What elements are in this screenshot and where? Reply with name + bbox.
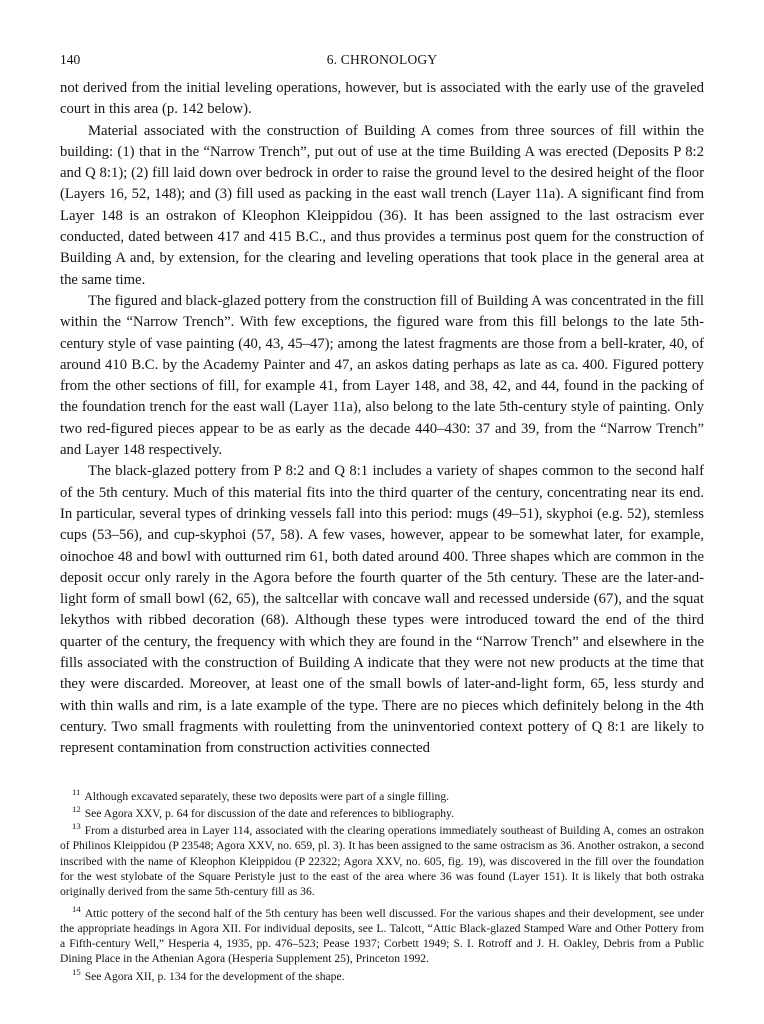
- footnote-12: [60, 803, 704, 821]
- footnote-text: See Agora XXV, p. 64 for discussion of the date and references to bibliography.: [84, 806, 454, 820]
- footnote-text: Although excavated separately, these two deposits were part of a single filling.: [84, 789, 450, 803]
- footnote-number: 12: [72, 803, 81, 814]
- page-header: [60, 52, 704, 78]
- footnote-text: From a disturbed area in Layer 114, associated with the clearing operations immediately southeast of Building A, comes an ostrakon of Philinos Kleippidou (P 23548; Agora XXV, no. 659, pl. 3). It has been assigned to the same ostracism as 36. Another ostrakon, a second inscribed with the name of Kleophon Kleippidou (P 22322; Agora XXV, no. 605, fig. 19), was discovered in the fill over the foundation for the west stylobate of the Square Peristyle just to the east of the area where 36 was found (Layer 151). It is likely that both ostraka originally derived from the same 5th-century fill as 36.: [60, 824, 704, 899]
- footnote-13: [60, 823, 704, 899]
- running-head: 6. CHRONOLOGY: [326, 52, 438, 67]
- footnote-text: Attic pottery of the second half of the 5th century has been well discussed. For the various shapes and their development, see under the appropriate headings in Agora XII. For individual deposits, see L. Talcott, “Attic Black-glazed Stamped Ware and Other Pottery from a Fifth-century Well,” Hesperia 4, 1935, pp. 476–523; Pease 1937; Corbett 1949; S. I. Rotroff and J. H. Oakley, Debris from a Public Dining Place in the Athenian Agora (Hesperia Supplement 25), Princeton 1992.: [60, 906, 704, 966]
- paragraph-3: The figured and black-glazed pottery from the construction fill of Building A was concentrated in the fill within the “Narrow Trench”. With few exceptions, the figured ware from this fill belongs to the late 5th-century style of vase painting (40, 43, 45–47); among the latest fragments are those from a bell-krater, 40, of around 410 B.C. by the Academy Painter and 47, an askos dating perhaps as late as ca. 400. Figured pottery from the other sections of fill, for example 41, from Layer 148, and 38, 42, and 44, found in the packing of the foundation trench for the east wall (Layer 11a), also belong to the late 5th-century style of painting. Only two red-figured pieces appear to be as early as the decade 440–430: 37 and 39, from the “Narrow Trench” and Layer 148 respectively.: [60, 292, 704, 459]
- paragraph-2: Material associated with the construction of Building A comes from three sources of fill within the building: (1) that in the “Narrow Trench”, put out of use at the time Building A was erected (Deposits P 8:2 and Q 8:1); (2) fill laid down over bedrock in order to raise the ground level to the desired height of the floor (Layers 16, 52, 148); and (3) fill used as packing in the east wall trench (Layer 11a). A significant find from Layer 148 is an ostrakon of Kleophon Kleippidou (36). It has been assigned to the last ostracism ever conducted, dated between 417 and 415 B.C., and thus provides a terminus post quem for the construction of Building A and, by extension, for the clearing and leveling operations that took place in the general area at the same time.: [60, 122, 704, 288]
- footnote-14: [60, 903, 704, 967]
- paragraph-4: The black-glazed pottery from P 8:2 and Q 8:1 includes a variety of shapes common to the second half of the 5th century. Much of this material fits into the third quarter of the century, concentrating near its end. In particular, several types of drinking vessels fall into this period: mugs (49–51), skyphoi (e.g. 52), stemless cups (53–56), and cup-skyphoi (57, 58). A few vases, however, appear to be somewhat later, for example, oinochoe 48 and bowl with outturned rim 61, both dated around 400. Three shapes which are common in the deposit occur only rarely in the Agora before the fourth quarter of the 5th century. These are the later-and-light form of small bowl (62, 65), the saltcellar with concave wall and recessed underside (67), and the squat lekythos with ribbed decoration (68). Although these types were introduced toward the end of the third quarter of the century, the frequency with which they are found in the “Narrow Trench” and elsewhere in the fills associated with the construction of Building A indicate that they were not new products at the time that they were discarded. Moreover, at least one of the small bowls of later-and-light form, 65, less sturdy and with thin walls and rim, is a late example of the type. There are no pieces which definitely belong in the 4th century. Two small fragments with rouletting from the uninventoried context pottery of Q 8:1 are likely to represent contamination from construction activities connected: [60, 463, 704, 757]
- body-text: [60, 78, 704, 760]
- footnote-number: 14: [72, 903, 81, 914]
- page: [60, 52, 704, 986]
- footnotes: [60, 786, 704, 985]
- footnote-15: [60, 966, 704, 984]
- footnote-number: 13: [72, 821, 81, 832]
- footnote-text: See Agora XII, p. 134 for the development of the shape.: [84, 969, 345, 983]
- footnote-11: [60, 786, 704, 804]
- page-number: 140: [60, 52, 81, 67]
- paragraph-1: not derived from the initial leveling operations, however, but is associated with the early use of the graveled court in this area (p. 142 below).: [60, 80, 704, 118]
- footnote-number: 11: [72, 786, 81, 797]
- footnote-number: 15: [72, 966, 81, 977]
